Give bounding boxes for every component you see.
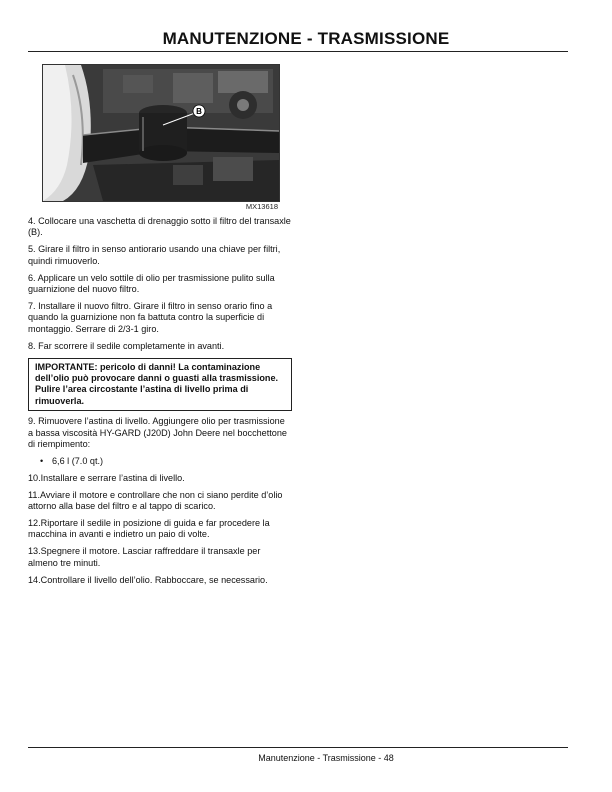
step-11: 11.Avviare il motore e controllare che non ci siano perdite d’olio attorno alla base del filtro e al tappo di scarico.: [28, 489, 283, 512]
transaxle-filter-photo: [42, 64, 280, 202]
page-footer: Manutenzione - Trasmissione - 48: [258, 753, 394, 763]
step-7: 7. Installare il nuovo filtro. Girare il filtro in senso orario fino a quando la guarnizione non fa battuta contro la superficie di montaggio. Serrare di 2/3-1 giro.: [28, 300, 273, 334]
step-8: 8. Far scorrere il sedile completamente in avanti.: [28, 340, 225, 351]
bullet-dot-icon: •: [40, 455, 44, 466]
figure-caption: MX13618: [245, 202, 278, 211]
footer-rule: [28, 747, 568, 748]
step-5: 5. Girare il filtro in senso antiorario usando una chiave per filtri, quindi rimuoverlo.: [28, 244, 281, 266]
oil-capacity-bullet: [28, 456, 292, 467]
step-6: 6. Applicare un velo sottile di olio per trasmissione pulito sulla guarnizione del nuovo filtro.: [28, 272, 275, 295]
header-rule: [28, 51, 568, 52]
important-notice: IMPORTANTE: pericolo di danni! La contaminazione dell’olio può provocare danni o guasti alla trasmissione. Pulire l’area circostante l’astina di livello prima di rimuoverla.: [28, 358, 292, 412]
step-4: 4. Collocare una vaschetta di drenaggio sotto il filtro del transaxle (B).: [28, 216, 291, 238]
page-title: MANUTENZIONE - TRASMISSIONE: [162, 29, 450, 48]
oil-capacity-text: 6,6 l (7.0 qt.): [52, 455, 104, 466]
step-13: 13.Spegnere il motore. Lasciar raffreddare il transaxle per almeno tre minuti.: [28, 546, 261, 568]
step-10: 10.Installare e serrare l’astina di livello.: [28, 472, 185, 483]
step-12: 12.Riportare il sedile in posizione di guida e far procedere la macchina in avanti e indietro un paio di volte.: [28, 518, 270, 540]
step-9: 9. Rimuovere l’astina di livello. Aggiungere olio per trasmissione a bassa viscosità HY-GARD (J20D) John Deere nel bocchettone di riempimento:: [28, 416, 287, 449]
callout-label-b: B: [196, 107, 202, 116]
procedure-steps: [28, 216, 292, 592]
step-14: 14.Controllare il livello dell’olio. Rabboccare, se necessario.: [28, 574, 268, 585]
